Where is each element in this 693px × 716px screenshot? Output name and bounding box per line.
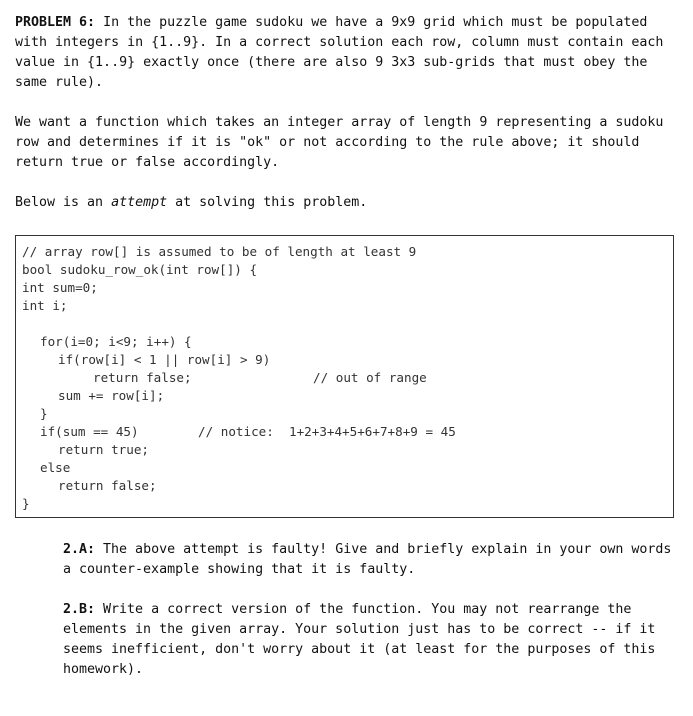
code-line: int sum=0; bbox=[22, 280, 98, 295]
code-line: } bbox=[40, 406, 48, 421]
question-text: Write a correct version of the function. You may not rearrange the elements in the given array. Your solution just has to be correct -- if it seems inefficient, don't worry about it (at least for the purposes of this homework). bbox=[63, 602, 656, 677]
code-line: // array row[] is assumed to be of length at least 9 bbox=[22, 244, 417, 259]
attempt-intro-after: at solving this problem. bbox=[167, 195, 368, 210]
code-line: if(sum == 45) bbox=[40, 424, 139, 439]
attempt-intro bbox=[15, 193, 680, 213]
code-line: for(i=0; i<9; i++) { bbox=[40, 334, 192, 349]
problem-label: PROBLEM 6: bbox=[15, 15, 96, 30]
question-text: The above attempt is faulty! Give and briefly explain in your own words a counter-example showing that it is faulty. bbox=[63, 542, 672, 577]
code-line: bool sudoku_row_ok(int row[]) { bbox=[22, 262, 258, 277]
task-description: We want a function which takes an integer array of length 9 representing a sudoku row and determines if it is "ok" or not according to the rule above; it should return true or false accordingly. bbox=[15, 115, 664, 170]
code-line: } bbox=[22, 496, 30, 511]
question-2a bbox=[63, 540, 675, 580]
code-block bbox=[15, 235, 674, 518]
code-line: return false; bbox=[58, 478, 157, 493]
code-line: sum += row[i]; bbox=[58, 388, 165, 403]
question-label: 2.B: bbox=[63, 602, 96, 617]
attempt-intro-before: Below is an bbox=[15, 195, 112, 210]
code-line: return true; bbox=[58, 442, 149, 457]
code-line: if(row[i] < 1 || row[i] > 9) bbox=[58, 352, 271, 367]
code-comment: // notice: 1+2+3+4+5+6+7+8+9 = 45 bbox=[198, 424, 456, 439]
question-2b bbox=[63, 600, 675, 680]
question-label: 2.A: bbox=[63, 542, 96, 557]
problem-statement bbox=[15, 13, 680, 93]
code-line: else bbox=[40, 460, 71, 475]
problem-text: In the puzzle game sudoku we have a 9x9 grid which must be populated with integers in {1..9}. In a correct solution each row, column must contain each value in {1..9} exactly once (there are also 9 3x3 sub-grids that must obey the same rule). bbox=[15, 15, 664, 90]
code-comment: // out of range bbox=[313, 370, 427, 385]
attempt-intro-emphasis: attempt bbox=[111, 195, 168, 210]
code-line: return false; bbox=[93, 370, 192, 385]
code-line: int i; bbox=[22, 298, 68, 313]
